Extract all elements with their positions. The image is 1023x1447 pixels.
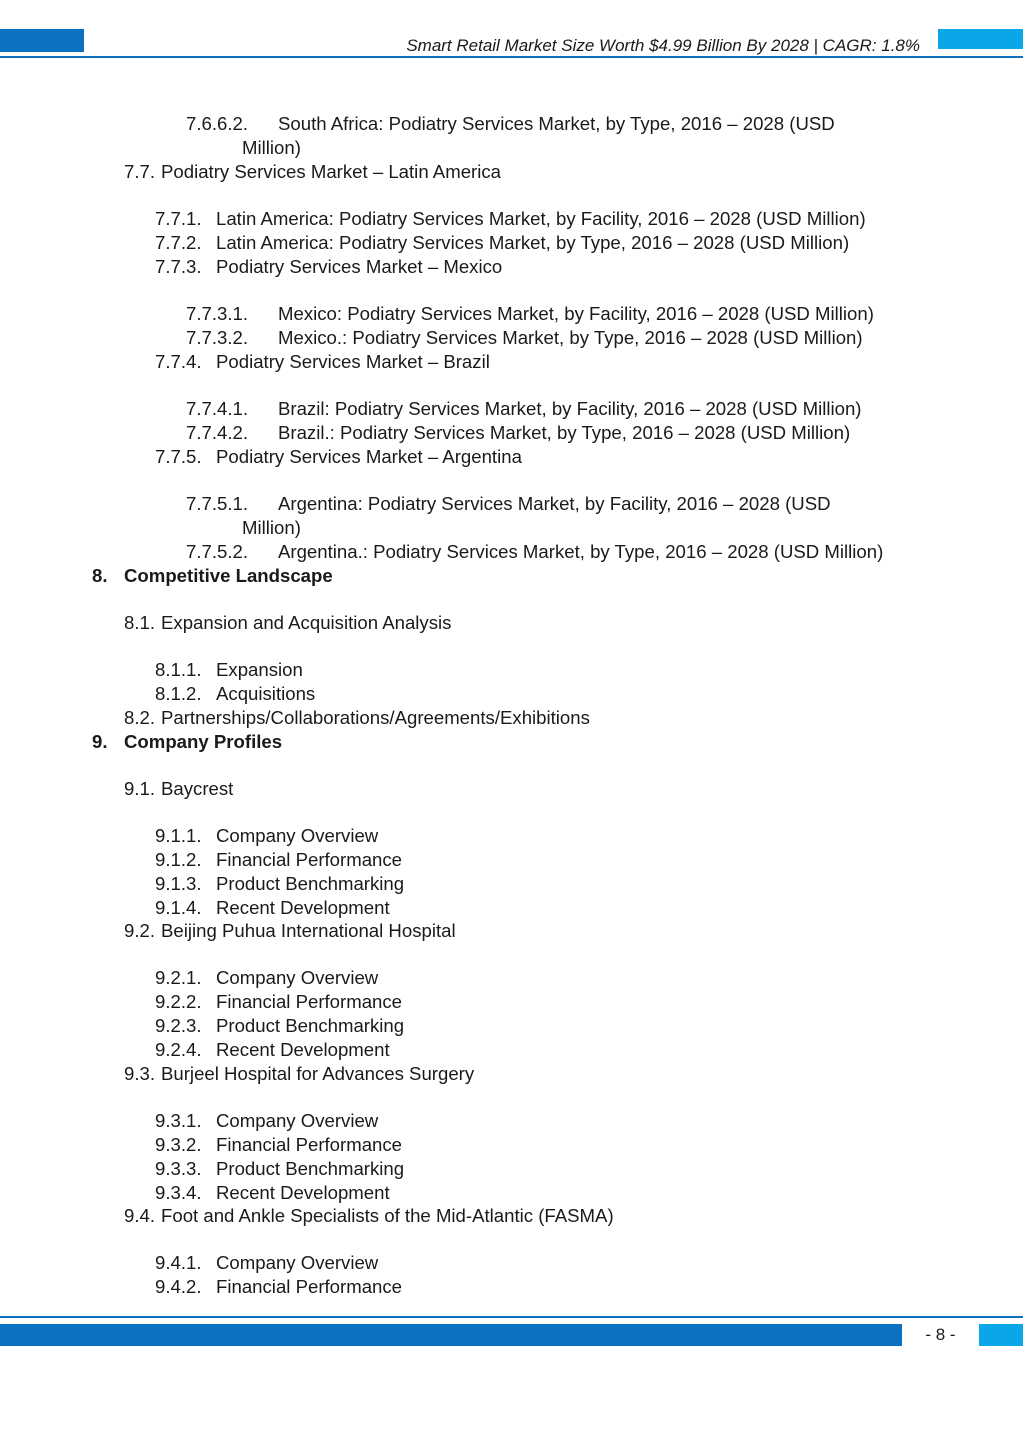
toc-entry-text: Expansion [216, 659, 303, 680]
toc-entry-text: Latin America: Podiatry Services Market, by Facility, 2016 – 2028 (USD Million) [216, 208, 866, 229]
toc-entry-text: Baycrest [161, 778, 234, 799]
header-title: Smart Retail Market Size Worth $4.99 Billion By 2028 | CAGR: 1.8% [406, 36, 920, 55]
toc-entry-number: 8.1.1. [155, 659, 202, 680]
toc-entry-text: Burjeel Hospital for Advances Surgery [161, 1063, 475, 1084]
toc-entry-number: 7.7.5. [155, 446, 202, 467]
toc-entry-text: Product Benchmarking [216, 873, 405, 894]
toc-entry-text: Mexico: Podiatry Services Market, by Facility, 2016 – 2028 (USD Million) [278, 303, 874, 324]
toc-entry-text: Recent Development [216, 1039, 390, 1060]
toc-entry-number: 7.7.4.2. [186, 422, 249, 443]
toc-entry-number: 7.7.1. [155, 208, 202, 229]
toc-entry-text: Product Benchmarking [216, 1158, 405, 1179]
toc-chapter-number: 9. [92, 731, 108, 752]
toc-entry-number: 9.1.2. [155, 849, 202, 870]
toc-entry-text: Beijing Puhua International Hospital [161, 920, 456, 941]
toc-entry-text: Partnerships/Collaborations/Agreements/Exhibitions [161, 707, 590, 728]
toc-entry-text: Financial Performance [216, 1134, 403, 1155]
toc-entry-number: 7.7.4. [155, 351, 202, 372]
page-number: - 8 - [925, 1325, 956, 1344]
toc-entry-text: Mexico.: Podiatry Services Market, by Type, 2016 – 2028 (USD Million) [278, 327, 863, 348]
toc-entry-number: 9.3.3. [155, 1158, 202, 1179]
toc-entry-text: Recent Development [216, 897, 390, 918]
toc-entry-text: Company Overview [216, 1110, 379, 1131]
toc-entry-number: 8.1. [124, 612, 156, 633]
toc-entry-number: 7.7.3. [155, 256, 202, 277]
toc-entry-number: 7.7.5.2. [186, 541, 249, 562]
toc-entry-number: 9.1.1. [155, 825, 202, 846]
toc-entry-number: 9.3.2. [155, 1134, 202, 1155]
toc-entry-text: Financial Performance [216, 849, 403, 870]
toc-entry-text: Argentina.: Podiatry Services Market, by Type, 2016 – 2028 (USD Million) [278, 541, 884, 562]
toc-entry-text: Foot and Ankle Specialists of the Mid-Atlantic (FASMA) [161, 1205, 614, 1226]
toc-entry-number: 7.7.2. [155, 232, 202, 253]
toc-chapter-title: Company Profiles [124, 731, 283, 752]
toc-entry-number: 9.1.3. [155, 873, 202, 894]
toc-entry-number: 8.2. [124, 707, 156, 728]
footer-accent-right [979, 1324, 1023, 1346]
toc-entry-number: 9.4.2. [155, 1276, 202, 1297]
toc-entry-text: Recent Development [216, 1182, 390, 1203]
toc-entry-text: Company Overview [216, 1252, 379, 1273]
header-rule [0, 56, 1023, 58]
toc-entry-text: Podiatry Services Market – Argentina [216, 446, 522, 467]
toc-entry-text: Latin America: Podiatry Services Market, by Type, 2016 – 2028 (USD Million) [216, 232, 850, 253]
footer-bar [0, 1324, 902, 1346]
toc-entry-text: Argentina: Podiatry Services Market, by Facility, 2016 – 2028 (USD [278, 493, 831, 514]
toc-entry-number: 9.2.1. [155, 967, 202, 988]
toc-entry-number: 7.7.5.1. [186, 493, 249, 514]
footer-rule [0, 1316, 1023, 1318]
header-accent-right [938, 29, 1023, 49]
toc-entry-number: 7.7. [124, 161, 156, 182]
toc-chapter-title: Competitive Landscape [124, 565, 333, 586]
toc-entry-number: 9.3. [124, 1063, 156, 1084]
toc-entry-text: Acquisitions [216, 683, 316, 704]
toc-entry-number: 9.2. [124, 920, 156, 941]
toc-entry-text: Product Benchmarking [216, 1015, 405, 1036]
toc-entry-text: Company Overview [216, 967, 379, 988]
toc-entry-text: Financial Performance [216, 991, 403, 1012]
toc-entry-number: 8.1.2. [155, 683, 202, 704]
toc-entry-text: Podiatry Services Market – Latin America [161, 161, 501, 182]
toc-entry-number: 9.2.2. [155, 991, 202, 1012]
toc-entry-number: 9.2.3. [155, 1015, 202, 1036]
toc-entry-number: 9.2.4. [155, 1039, 202, 1060]
toc-entry-number: 7.6.6.2. [186, 113, 249, 134]
header-accent-left [0, 29, 84, 52]
toc-entry-number: 9.1.4. [155, 897, 202, 918]
toc-entry-number: 9.3.1. [155, 1110, 202, 1131]
toc-entry-number: 7.7.3.1. [186, 303, 249, 324]
toc-entry-text: Podiatry Services Market – Mexico [216, 256, 503, 277]
toc-entry-text: South Africa: Podiatry Services Market, by Type, 2016 – 2028 (USD [278, 113, 835, 134]
toc-entry-continuation: Million) [242, 137, 301, 158]
toc-entry-number: 9.1. [124, 778, 156, 799]
toc-entry-text: Financial Performance [216, 1276, 403, 1297]
toc-entry-number: 9.4. [124, 1205, 156, 1226]
toc-entry-text: Expansion and Acquisition Analysis [161, 612, 452, 633]
toc-entry-number: 9.4.1. [155, 1252, 202, 1273]
toc-entry-text: Brazil: Podiatry Services Market, by Facility, 2016 – 2028 (USD Million) [278, 398, 862, 419]
toc-entry-number: 9.3.4. [155, 1182, 202, 1203]
toc-entry-continuation: Million) [242, 517, 301, 538]
toc-entry-number: 7.7.4.1. [186, 398, 249, 419]
toc-entry-number: 7.7.3.2. [186, 327, 249, 348]
toc-chapter-number: 8. [92, 565, 108, 586]
toc-entry-text: Brazil.: Podiatry Services Market, by Type, 2016 – 2028 (USD Million) [278, 422, 851, 443]
toc-entry-text: Podiatry Services Market – Brazil [216, 351, 490, 372]
toc-entry-text: Company Overview [216, 825, 379, 846]
